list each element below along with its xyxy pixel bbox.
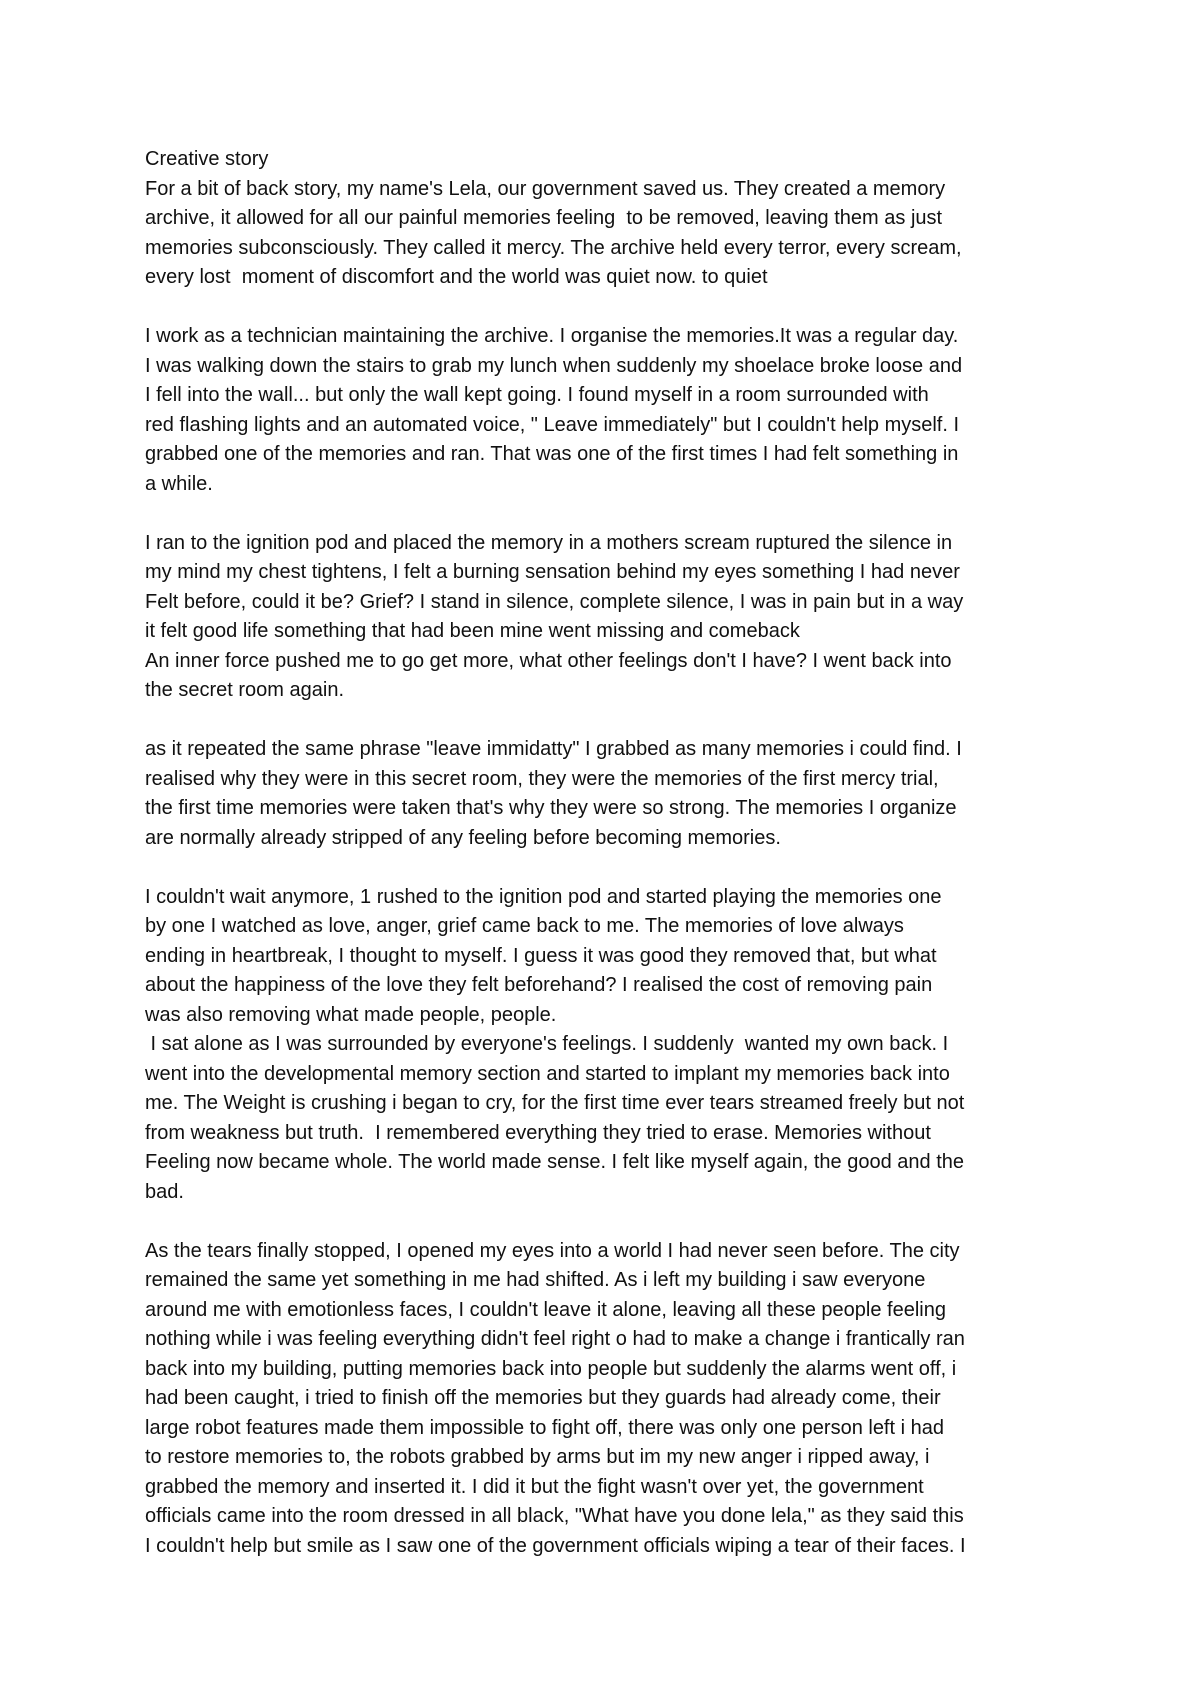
paragraph-break (145, 853, 1065, 883)
text-line: every lost moment of discomfort and the world was quiet now. to quiet (145, 266, 768, 288)
text-line: had been caught, i tried to finish off the memories but they guards had already come, their (145, 1387, 941, 1409)
text-line: Feeling now became whole. The world made sense. I felt like myself again, the good and the (145, 1151, 964, 1173)
document-body (145, 145, 1065, 1561)
text-line: ending in heartbreak, I thought to myself. I guess it was good they removed that, but what (145, 944, 937, 967)
text-line: red flashing lights and an automated voice, " Leave immediately" but I couldn't help myself. I (145, 413, 960, 436)
text-line: Felt before, could it be? Grief? I stand in silence, complete silence, I was in pain but in a way (145, 590, 964, 613)
document-title: Creative story (145, 148, 269, 170)
text-line: For a bit of back story, my name's Lela, our government saved us. They created a memory (145, 177, 946, 200)
text-line: to restore memories to, the robots grabbed by arms but im my new anger i ripped away, i (145, 1446, 930, 1468)
paragraph-break (145, 499, 1065, 529)
text-line: a while. (145, 472, 213, 495)
text-line: An inner force pushed me to go get more, what other feelings don't I have? I went back into (145, 649, 952, 672)
text-line: I couldn't wait anymore, 1 rushed to the ignition pod and started playing the memories one (145, 885, 942, 908)
text-line: remained the same yet something in me had shifted. As i left my building i saw everyone (145, 1269, 926, 1291)
text-line: about the happiness of the love they felt beforehand? I realised the cost of removing pain (145, 974, 933, 996)
paragraph-break (145, 293, 1065, 323)
text-line: officials came into the room dressed in all black, "What have you done lela," as they said this (145, 1505, 964, 1527)
text-line: archive, it allowed for all our painful memories feeling to be removed, leaving them as just (145, 207, 943, 229)
text-line: grabbed the memory and inserted it. I did it but the fight wasn't over yet, the government (145, 1475, 924, 1498)
text-line: was also removing what made people, people. (145, 1003, 557, 1026)
text-line: it felt good life something that had been mine went missing and comeback (145, 620, 800, 642)
text-line: As the tears finally stopped, I opened my eyes into a world I had never seen before. The city (145, 1239, 960, 1262)
text-line: I couldn't help but smile as I saw one of the government officials wiping a tear of their faces. I (145, 1534, 966, 1557)
text-line: I fell into the wall... but only the wall kept going. I found myself in a room surrounded with (145, 384, 929, 406)
text-line: the secret room again. (145, 679, 344, 701)
text-line: went into the developmental memory section and started to implant my memories back into (145, 1062, 950, 1085)
text-line: large robot features made them impossible to fight off, there was only one person left i had (145, 1416, 944, 1439)
text-line: bad. (145, 1180, 184, 1203)
text-line: nothing while i was feeling everything didn't feel right o had to make a change i frantically ran (145, 1328, 965, 1350)
text-line: back into my building, putting memories back into people but suddenly the alarms went off, i (145, 1357, 957, 1380)
text-line: are normally already stripped of any feeling before becoming memories. (145, 826, 781, 849)
text-line: I work as a technician maintaining the archive. I organise the memories.It was a regular day. (145, 325, 959, 347)
text-line: realised why they were in this secret room, they were the memories of the first mercy trial, (145, 767, 939, 790)
text-line: grabbed one of the memories and ran. That was one of the first times I had felt something in (145, 443, 959, 465)
text-line: by one I watched as love, anger, grief came back to me. The memories of love always (145, 915, 904, 937)
text-line: the first time memories were taken that's why they were so strong. The memories I organize (145, 797, 957, 819)
text-line: I sat alone as I was surrounded by everyone's feelings. I suddenly wanted my own back. I (145, 1033, 949, 1055)
text-line: I was walking down the stairs to grab my lunch when suddenly my shoelace broke loose and (145, 354, 963, 377)
text-line: memories subconsciously. They called it mercy. The archive held every terror, every scream, (145, 236, 962, 259)
text-line: as it repeated the same phrase "leave immidatty" I grabbed as many memories i could find. I (145, 738, 962, 760)
text-line: my mind my chest tightens, I felt a burning sensation behind my eyes something I had never (145, 561, 960, 583)
text-line: I ran to the ignition pod and placed the memory in a mothers scream ruptured the silence in (145, 531, 953, 554)
text-line: around me with emotionless faces, I couldn't leave it alone, leaving all these people feeling (145, 1298, 946, 1321)
text-line: from weakness but truth. I remembered everything they tried to erase. Memories without (145, 1121, 931, 1144)
paragraph-break (145, 1207, 1065, 1237)
paragraph-break (145, 706, 1065, 736)
text-line: me. The Weight is crushing i began to cry, for the first time ever tears streamed freely but not (145, 1092, 965, 1114)
